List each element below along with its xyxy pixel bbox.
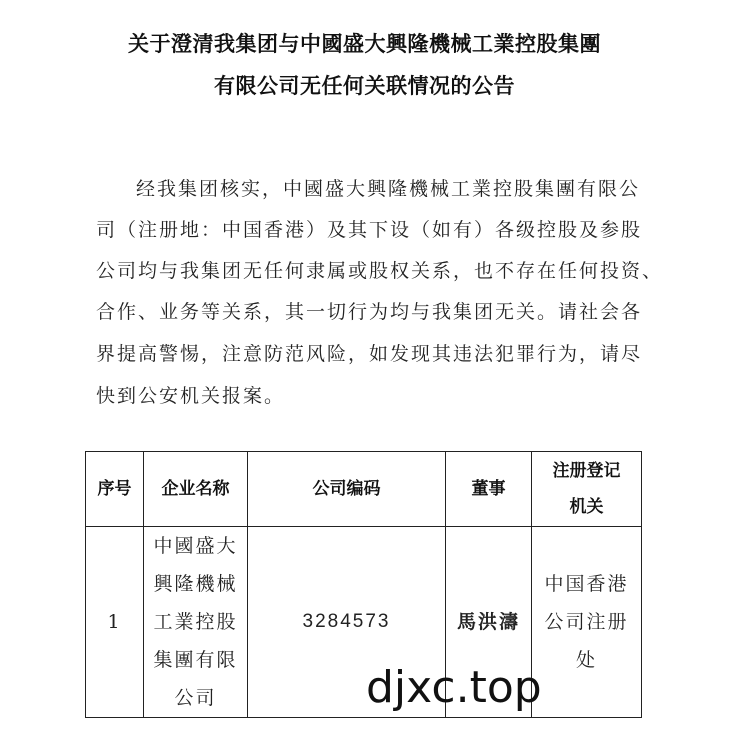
header-code: 公司编码 — [248, 452, 446, 527]
site-watermark: djxc.top — [366, 662, 542, 713]
body-line-3: 公司均与我集团无任何隶属或股权关系，也不存在任何投资、 — [96, 260, 664, 282]
body-company-name: 中國盛大興隆機械工業控股集團 — [283, 178, 578, 200]
cell-authority-line: 处 — [575, 649, 597, 671]
header-authority-line2: 机关 — [569, 497, 604, 517]
body-line-5: 界提高警惕，注意防范风险，如发现其违法犯罪行为，请尽 — [96, 343, 643, 365]
cell-director: 馬洪濤 — [446, 527, 532, 718]
notice-title-line2: 有限公司无任何关联情况的公告 — [214, 74, 515, 98]
header-name: 企业名称 — [144, 452, 248, 527]
body-line-1-pre: 经我集团核实， — [136, 178, 284, 200]
notice-title-line1: 关于澄清我集团与中國盛大興隆機械工業控股集團 — [128, 32, 601, 56]
cell-name-line: 中國盛大 — [153, 535, 238, 557]
header-director: 董事 — [446, 452, 532, 527]
cell-authority — [532, 527, 642, 718]
body-line-2: 司（注册地：中国香港）及其下设（如有）各级控股及参股 — [96, 219, 643, 241]
cell-seq: 1 — [86, 527, 144, 718]
cell-authority-line: 中国香港 — [544, 573, 629, 595]
cell-name-line: 集團有限 — [153, 649, 238, 671]
cell-authority-line: 公司注册 — [544, 611, 629, 633]
company-table — [85, 451, 642, 718]
cell-code: 3284573 — [248, 527, 446, 718]
cell-name-line: 工業控股 — [153, 611, 238, 633]
body-line-1 — [136, 174, 696, 201]
header-authority-line1: 注册登记 — [552, 461, 621, 481]
cell-name — [144, 527, 248, 718]
body-line-6: 快到公安机关报案。 — [96, 385, 286, 407]
cell-name-line: 興隆機械 — [153, 573, 238, 595]
header-authority — [532, 452, 642, 527]
cell-name-line: 公司 — [174, 687, 217, 709]
header-seq: 序号 — [86, 452, 144, 527]
body-line-1-post: 有限公 — [577, 178, 641, 200]
table-row — [86, 527, 642, 718]
body-line-4: 合作、业务等关系，其一切行为均与我集团无关。请社会各 — [96, 301, 643, 323]
table-header-row — [86, 452, 642, 527]
